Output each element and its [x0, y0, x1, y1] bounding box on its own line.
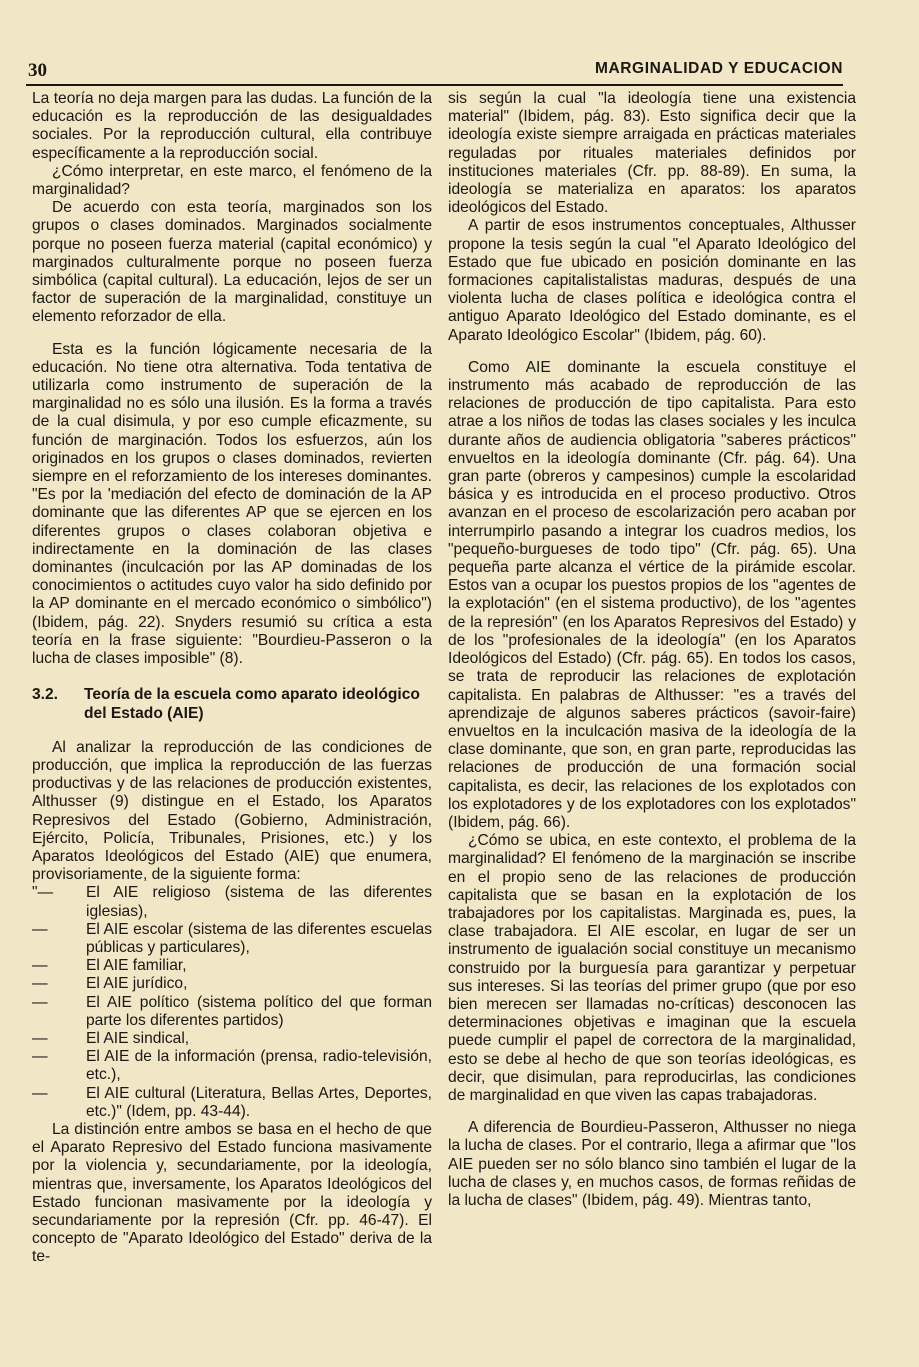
list-item-text: El AIE familiar, — [86, 957, 187, 975]
list-item-text: El AIE jurídico, — [86, 975, 188, 993]
list-item-text: El AIE religioso (sistema de las diferentes iglesias), — [86, 884, 432, 920]
left-column — [32, 90, 432, 1267]
header-rule — [26, 84, 843, 86]
list-item-text: El AIE de la información (prensa, radio-televisión, etc.), — [86, 1048, 432, 1084]
list-dash: "— — [32, 884, 54, 902]
list-item — [32, 994, 432, 1030]
paragraph: ¿Cómo interpretar, en este marco, el fenómeno de la marginalidad? — [32, 162, 432, 199]
list-item — [32, 957, 432, 975]
paragraph: A partir de esos instrumentos conceptuales, Althusser propone la tesis según la cual "el Aparato Ideológico del Estado que fue ubicado en posición dominante en las formaciones capitalistalistas maduras, después de una violenta lucha de clases política e ideológica contra el antiguo Aparato Ideológico del Estado dominante, es el Aparato Ideológico Escolar" (Ibidem, pág. 60). — [448, 217, 856, 344]
section-number: 3.2. — [32, 686, 59, 704]
list-item — [32, 1085, 432, 1121]
paragraph: sis según la cual "la ideología tiene una existencia material" (Ibidem, pág. 83). Esto significa decir que la ideología existe siempre arraigada en prácticas materiales reguladas por rituales materiales definidos por instituciones materiales (Cfr. pp. 88-89). En suma, la ideología se materializa en aparatos: los aparatos ideológicos del Estado. — [448, 90, 856, 217]
list-dash: — — [32, 1029, 48, 1047]
list-item-text: El AIE sindical, — [86, 1029, 190, 1047]
paragraph: A diferencia de Bourdieu-Passeron, Althusser no niega la lucha de clases. Por el contrario, llega a afirmar que "los AIE pueden ser no sólo blanco sino también el lugar de la lucha de clases y, en muchos casos, de formas reñidas de la lucha de clases" (Ibidem, pág. 49). Mientras tanto, — [448, 1119, 856, 1209]
list-dash: — — [32, 920, 48, 938]
paragraph: ¿Cómo se ubica, en este contexto, el problema de la marginalidad? El fenómeno de la marginación se inscribe en el propio seno de las relaciones de producción capitalista que se basan en la explotación de los trabajadores por los capitalistas. Marginada es, pues, la clase trabajadora. El AIE escolar, en lugar de ser un instrumento de igualación social constituye un mecanismo construido por la burguesía para garantizar y perpetuar sus intereses. Si las teorías del primer grupo (que por eso bien merecen ser llamadas no-críticas) desconocen las determinaciones objetivas e imaginan que la escuela puede cumplir el papel de correctora de la marginalidad, esto se debe al hecho de que son teorías ideológicas, es decir, que disimulan, para reproducirlas, las condiciones de marginalidad en que viven las capas trabajadoras. — [448, 832, 856, 1104]
list-item-text: El AIE cultural (Literatura, Bellas Artes, Deportes, etc.)" (Idem, pp. 43-44). — [86, 1084, 432, 1120]
paragraph: De acuerdo con esta teoría, marginados son los grupos o clases dominados. Marginados socialmente porque no poseen fuerza material (capital económico) y marginados culturalmente porque no poseen fuerza simbólica (capital cultural). La educación, lejos de ser un factor de superación de la marginalidad, constituye un elemento reforzador de ella. — [32, 199, 432, 326]
list-dash: — — [32, 1048, 48, 1066]
list-item-text: El AIE político (sistema político del que forman parte los diferentes partidos) — [86, 993, 432, 1029]
page-header — [26, 56, 843, 86]
paragraph: Esta es la función lógicamente necesaria de la educación. No tiene otra alternativa. Toda tentativa de utilizarla como instrumento de superación de la marginalidad no es sólo una ilusión. Es la forma a través de la cual disimula, y por eso cumple eficazmente, su función de marginación. Todos los esfuerzos, aún los originados en los grupos o clases dominados, revierten siempre en el reforzamiento de los intereses dominantes. "Es por la 'mediación del efecto de dominación de la AP dominante que las diferentes AP que se ejercen en los diferentes grupos o clases colaboran objetiva e indirectamente en la dominación de las clases dominantes (inculcación por las AP dominadas de los conocimientos o actitudes cuyo valor ha sido definido por la AP dominante en el mercado económico o simbólico") (Ibidem, pág. 22). Snyders resumió su crítica a esta teoría en la frase siguiente: "Bourdieu-Passeron o la lucha de clases imposible" (8). — [32, 340, 432, 668]
list-item — [32, 1048, 432, 1084]
paragraph: La distinción entre ambos se basa en el hecho de que el Aparato Represivo del Estado funciona masivamente por la violencia y, secundariamente, por la ideología, mientras que, inversamente, los Aparatos Ideológicos del Estado funcionan masivamente por la ideología y secundariamente por la represión (Cfr. pp. 46-47). El concepto de "Aparato Ideológico del Estado" deriva de la te- — [32, 1120, 432, 1266]
list-dash: — — [32, 975, 48, 993]
right-column — [448, 90, 856, 1210]
list-item — [32, 975, 432, 993]
list-dash: — — [32, 1084, 48, 1102]
paragraph: La teoría no deja margen para las dudas. La función de la educación es la reproducción de las desigualdades sociales. Por la reproducción cultural, ella contribuye específicamente a la reproducción social. — [32, 90, 432, 162]
list-dash: — — [32, 993, 48, 1011]
section-title: Teoría de la escuela como aparato ideológico del Estado (AIE) — [84, 686, 420, 722]
section-heading — [32, 686, 432, 722]
list-item-text: El AIE escolar (sistema de las diferentes escuelas públicas y particulares), — [86, 920, 432, 956]
running-title: MARGINALIDAD Y EDUCACION — [594, 60, 843, 77]
aie-list — [32, 884, 432, 1121]
page-number: 30 — [28, 60, 47, 81]
list-dash: — — [32, 957, 48, 975]
list-item — [32, 884, 432, 920]
list-item — [32, 1030, 432, 1048]
paragraph: Al analizar la reproducción de las condiciones de producción, que implica la reproducción de las fuerzas productivas y de las relaciones de producción existentes, Althusser (9) distingue en el Estado, los Aparatos Represivos del Estado (Gobierno, Administración, Ejército, Policía, Tribunales, Prisiones, etc.) y los Aparatos Ideológicos del Estado (AIE) que enumera, provisoriamente, de la siguiente forma: — [32, 738, 432, 884]
list-item — [32, 921, 432, 957]
paragraph: Como AIE dominante la escuela constituye el instrumento más acabado de reproducción de las relaciones de producción de tipo capitalista. Para esto atrae a los niños de todas las clases sociales y les inculca durante años de audiencia obligatoria "saberes prácticos" envueltos en la ideología dominante (Cfr. pág. 64). Una gran parte (obreros y campesinos) cumple la escolaridad básica y es introducida en el proceso productivo. Otros avanzan en el proceso de escolarización pero acaban por interrumpirlo pasando a integrar los cuadros medios, los "pequeño-burgueses de todo tipo" (Cfr. pág. 65). Una pequeña parte alcanza el vértice de la pirámide escolar. Estos van a ocupar los puestos propios de los "agentes de la explotación" (en el sistema productivo), de los "agentes de la represión" (en los Aparatos Represivos del Estado) y de los "profesionales de la ideología" (en los Aparatos Ideológicos del Estado) (Cfr. pág. 65). En todos los casos, se trata de reproducir las relaciones de explotación capitalista. En palabras de Althusser: "es a través del aprendizaje de algunos saberes prácticos (savoir-faire) envueltos en la inculcación masiva de la ideología de la clase dominante, que son, en gran parte, reproducidas las relaciones de producción de una formación social capitalista, es decir, las relaciones de los explotados con los explotadores y de los explotadores con los explotados" (Ibidem, pág. 66). — [448, 358, 856, 831]
